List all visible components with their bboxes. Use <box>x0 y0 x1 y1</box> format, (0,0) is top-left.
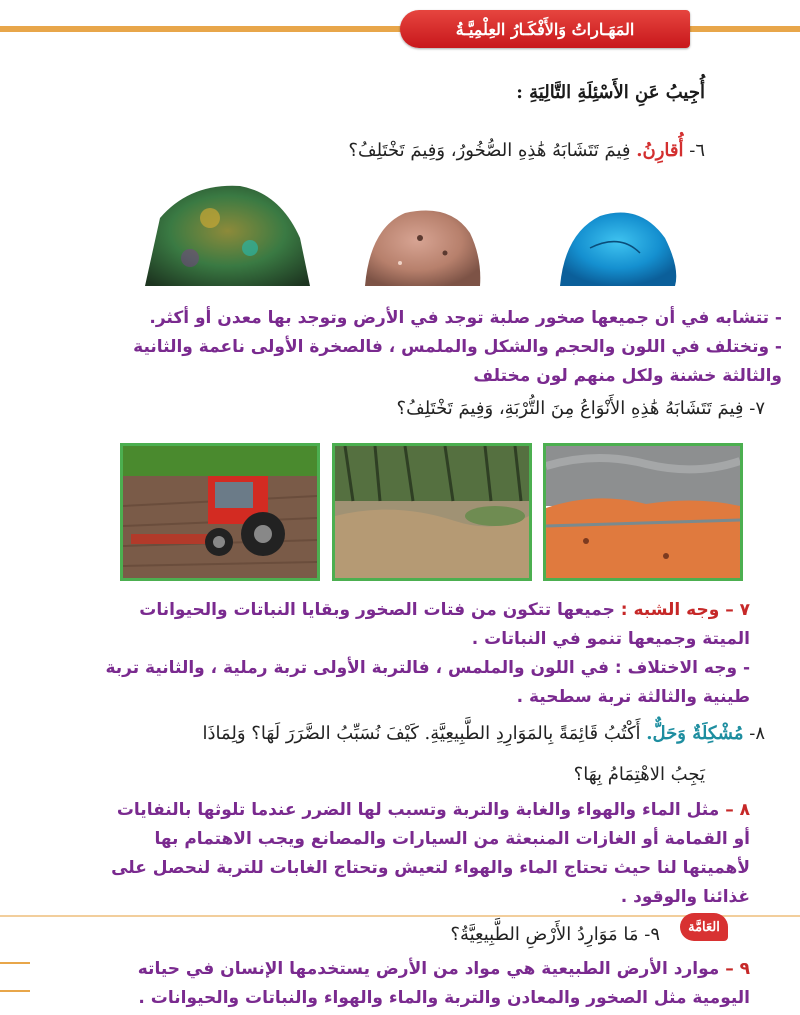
answer-label: ٨ – <box>725 800 750 820</box>
answer-line <box>10 796 750 825</box>
answer-label: ٩ – <box>725 959 750 979</box>
answer-line: اليومية مثل الصخور والمعادن والتربة والماء والهواء والنباتات والحيوانات . <box>138 988 750 1008</box>
rocks-illustration <box>120 178 690 286</box>
section-title: المَهَـاراتُ وَالأَفْكَـارُ العِلْمِيَّـةُ <box>455 19 635 39</box>
question-number: ٦- <box>689 140 705 161</box>
tractor-field-illustration <box>123 446 317 578</box>
riverbank-illustration <box>335 446 529 578</box>
question-9 <box>450 924 660 945</box>
soil-photo-desert <box>543 443 743 581</box>
question-text: أَكْتُبُ قَائِمَةً بِالمَوَارِدِ الطَّبِيعِيَّةِ. كَيْفَ نُسَبِّبُ الضَّرَرَ لَهَا؟ وَلِمَاذَا <box>202 723 641 744</box>
answer-line <box>10 955 750 984</box>
answer-9 <box>10 955 750 1013</box>
question-number: ٨- <box>749 723 765 744</box>
section-badge: العَامَّة <box>680 913 728 941</box>
answer-line <box>10 596 750 625</box>
question-8 <box>203 723 766 744</box>
question-keyword: مُشْكِلَةٌ وَحَلٌّ. <box>646 723 744 744</box>
answer-line: - وجه الاختلاف : في اللون والملمس ، فالتربة الأولى تربة رملية ، والثانية تربة <box>105 658 750 678</box>
answer-6 <box>12 304 782 391</box>
question-number: ٧- <box>749 398 765 419</box>
soil-photo-riverbank <box>332 443 532 581</box>
instruction-heading: أُجِيبُ عَنِ الأَسْئِلَةِ التَّالِيَةِ : <box>516 82 705 103</box>
soil-photo-tractor <box>120 443 320 581</box>
answer-line: غذائنا والوقود . <box>620 887 750 907</box>
answer-line: لأهميتها لنا حيث تحتاج الماء والهواء لتعيش وتحتاج الغابات للتربة لنحصل على <box>111 858 750 878</box>
question-keyword: أُقارِنُ. <box>636 140 684 161</box>
answer-7 <box>10 596 750 712</box>
question-text: فِيمَ تَتَشَابَهُ هَٰذِهِ الصُّخُورُ، وَفِيمَ تَخْتَلِفُ؟ <box>348 140 631 161</box>
answer-line: طينية والثالثة تربة سطحية . <box>516 687 750 707</box>
section-banner <box>400 10 690 48</box>
answer-8 <box>10 796 750 912</box>
question-6 <box>348 140 705 161</box>
answer-line: - تتشابه في أن جميعها صخور صلبة توجد في الأرض وتوجد بها معدن أو أكثر. <box>149 308 782 328</box>
answer-line: أو القمامة أو الغازات المنبعثة من السيارات والمصانع ويجب الاهتمام بها <box>154 829 750 849</box>
question-7 <box>397 398 765 419</box>
answer-line: الميتة وجميعها تنمو في النباتات . <box>471 629 750 649</box>
question-text: فِيمَ تَتَشَابَهُ هَٰذِهِ الأَنْوَاعُ مِنَ التُّرْبَةِ، وَفِيمَ تَخْتَلِفُ؟ <box>396 398 744 419</box>
answer-label: ٧ – وجه الشبه : <box>620 600 750 620</box>
question-text: مَا مَوَارِدُ الأَرْضِ الطَّبِيعِيَّةُ؟ <box>450 924 639 945</box>
answer-line: - وتختلف في اللون والحجم والشكل والملمس ، فالصخرة الأولى ناعمة والثانية <box>133 337 782 357</box>
answer-text: مثل الماء والهواء والغابة والتربة وتسبب لها الضرر عندما تلوثها بالنفايات <box>116 800 720 820</box>
question-8-continued: يَجِبُ الاهْتِمَامُ بِهَا؟ <box>573 764 705 785</box>
desert-illustration <box>546 446 740 578</box>
rocks-image <box>120 178 690 286</box>
answer-text: موارد الأرض الطبيعية هي مواد من الأرض يستخدمها الإنسان في حياته <box>137 959 720 979</box>
answer-line: والثالثة خشنة ولكل منهم لون مختلف <box>473 366 782 386</box>
question-number: ٩- <box>644 924 660 945</box>
answer-text: جميعها تتكون من فتات الصخور وبقايا النباتات والحيوانات <box>139 600 615 620</box>
divider-line <box>0 915 800 917</box>
